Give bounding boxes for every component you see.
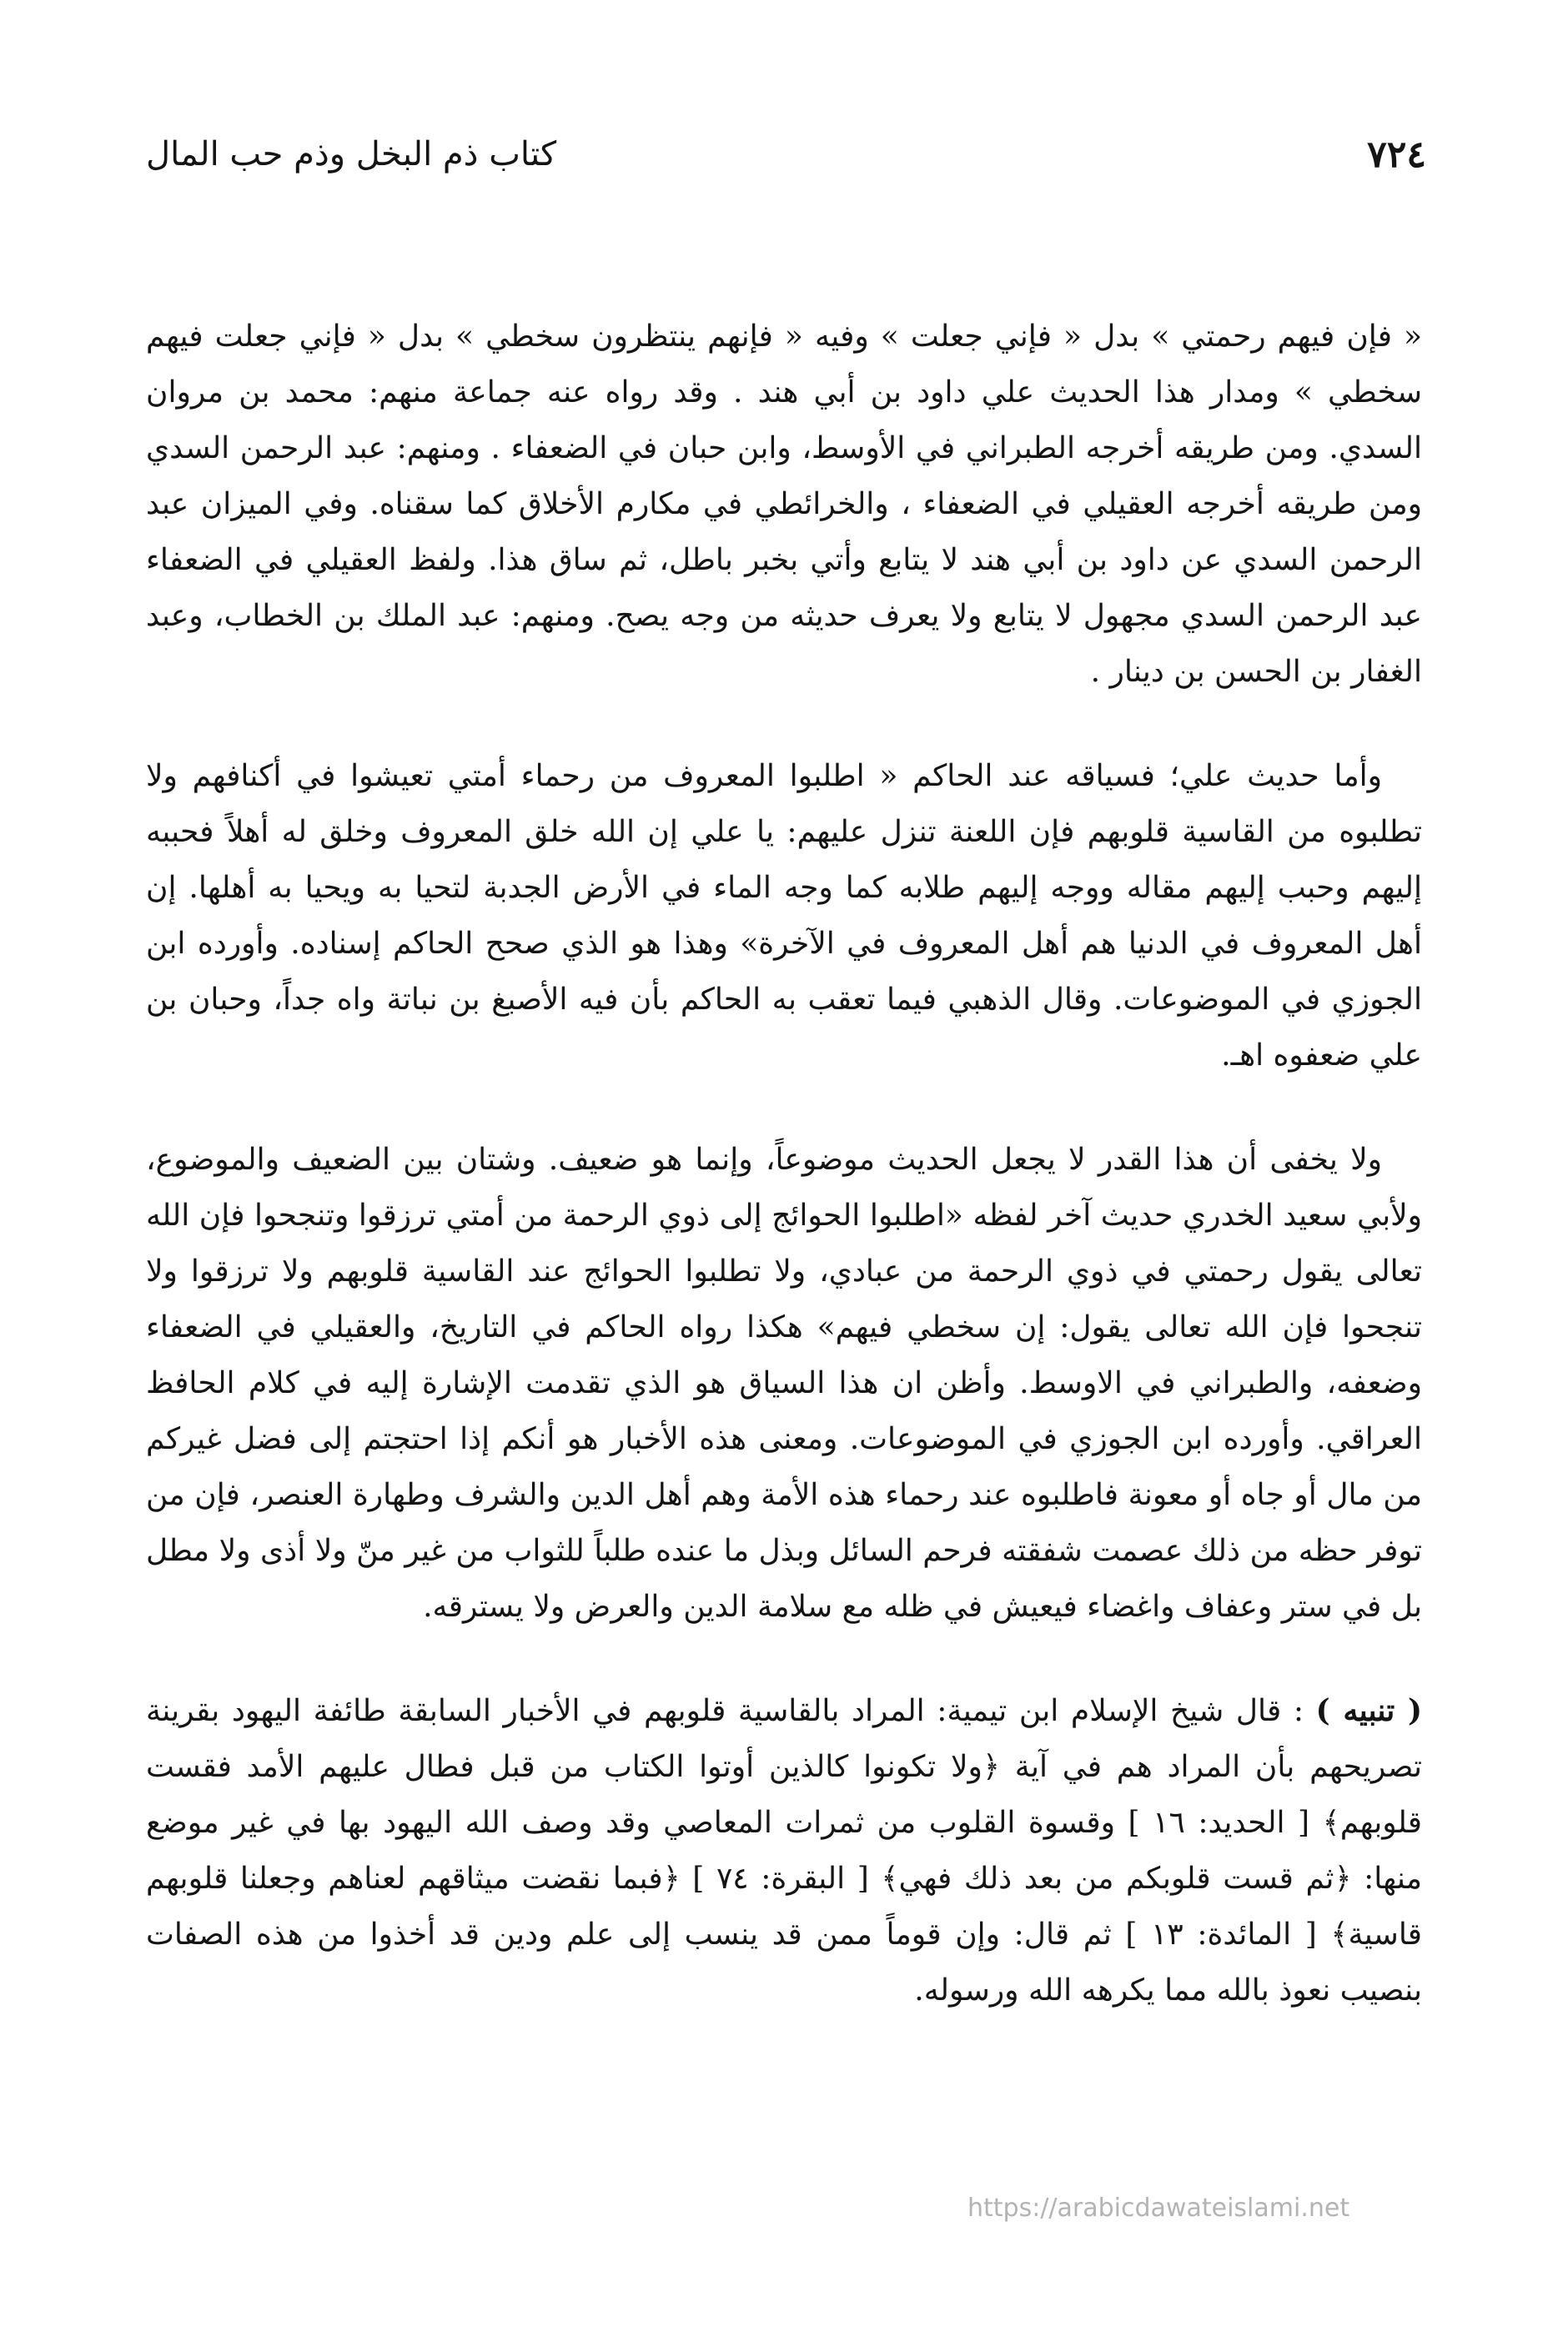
notice-label: ( تنبيه )	[1315, 1693, 1422, 1728]
paragraph: وأما حديث علي؛ فسياقه عند الحاكم « اطلبوا المعروف من رحماء أمتي تعيشوا في أكنافهم ولا تطلبوه من القاسية قلوبهم فإن اللعنة تنزل عليهم: يا علي إن الله خلق المعروف وخلق له أهلاً فحببه إليهم وحبب إليهم مقاله ووجه إليهم طلابه كما وجه الماء في الأرض الجدبة لتحيا به ويحيا به أهلها. إن أهل المعروف في الدنيا هم أهل المعروف في الآخرة» وهذا هو الذي صحح الحاكم إسناده. وأورده ابن الجوزي في الموضوعات. وقال الذهبي فيما تعقب به الحاكم بأن فيه الأصبغ بن نباتة واه جداً، وحبان بن علي ضعفوه اهـ.	[146, 759, 1422, 1073]
page-body	[146, 309, 1422, 2018]
running-title: كتاب ذم البخل وذم حب المال	[146, 135, 557, 173]
paragraph: « فإن فيهم رحمتي » بدل « فإني جعلت » وفيه « فإنهم ينتظرون سخطي » بدل « فإني جعلت فيهم سخطي » ومدار هذا الحديث علي داود بن أبي هند . وقد رواه عنه جماعة منهم: محمد بن مروان السدي. ومن طريقه أخرجه الطبراني في الأوسط، وابن حبان في الضعفاء . ومنهم: عبد الرحمن السدي ومن طريقه أخرجه العقيلي في الضعفاء ، والخرائطي في مكارم الأخلاق كما سقناه. وفي الميزان عبد الرحمن السدي عن داود بن أبي هند لا يتابع وأتي بخبر باطل، ثم ساق هذا. ولفظ العقيلي في الضعفاء عبد الرحمن السدي مجهول لا يتابع ولا يعرف حديثه من وجه يصح. ومنهم: عبد الملك بن الخطاب، وعبد الغفار بن الحسن بن دينار .	[146, 319, 1422, 689]
notice-paragraph	[146, 1683, 1422, 2018]
page-number: ٧٢٤	[1367, 133, 1426, 176]
paragraph: ولا يخفى أن هذا القدر لا يجعل الحديث موضوعاً، وإنما هو ضعيف. وشتان بين الضعيف والموضوع، ولأبي سعيد الخدري حديث آخر لفظه «اطلبوا الحوائج إلى ذوي الرحمة من أمتي ترزقوا وتنجحوا فإن الله تعالى يقول رحمتي في ذوي الرحمة من عبادي، ولا تطلبوا الحوائج عند القاسية قلوبهم ولا ترزقوا ولا تنجحوا فإن الله تعالى يقول: إن سخطي فيهم» هكذا رواه الحاكم في التاريخ، والعقيلي في الضعفاء وضعفه، والطبراني في الاوسط. وأظن ان هذا السياق هو الذي تقدمت الإشارة إليه في كلام الحافظ العراقي. وأورده ابن الجوزي في الموضوعات. ومعنى هذه الأخبار هو أنكم إذا احتجتم إلى فضل غيركم من مال أو جاه أو معونة فاطلبوه عند رحماء هذه الأمة وهم أهل الدين والشرف وطهارة العنصر، فإن من توفر حظه من ذلك عصمت شفقته فرحم السائل وبذل ما عنده طلباً للثواب من غير منّ ولا أذى ولا مطل بل في ستر وعفاف واغضاء فيعيش في ظله مع سلامة الدين والعرض ولا يسترقه.	[146, 1143, 1422, 1624]
watermark-url: https://arabicdawateislami.net	[967, 2194, 1350, 2223]
page-header	[146, 125, 1426, 183]
notice-text: : قال شيخ الإسلام ابن تيمية: المراد بالقاسية قلوبهم في الأخبار السابقة طائفة اليهود بقرينة تصريحهم بأن المراد هم في آية ﴿ولا تكونوا كالذين أوتوا الكتاب من قبل فطال عليهم الأمد فقست قلوبهم﴾ [ الحديد: ١٦ ] وقسوة القلوب من ثمرات المعاصي وقد وصف الله اليهود بها في غير موضع منها: ﴿ثم قست قلوبكم من بعد ذلك فهي﴾ [ البقرة: ٧٤ ] ﴿فبما نقضت ميثاقهم لعناهم وجعلنا قلوبهم قاسية﴾ [ المائدة: ١٣ ] ثم قال: وإن قوماً ممن قد ينسب إلى علم ودين قد أخذوا من هذه الصفات بنصيب نعوذ بالله مما يكرهه الله ورسوله.	[146, 1694, 1422, 2008]
